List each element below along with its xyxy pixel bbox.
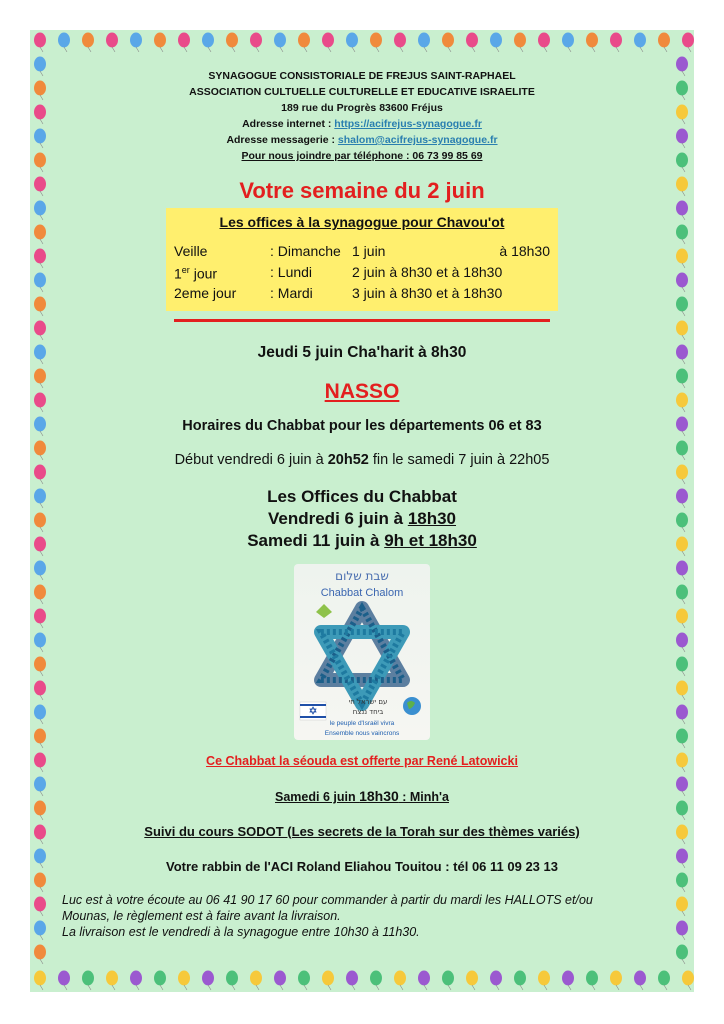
israel-flag-icon xyxy=(300,702,326,720)
mail-link[interactable]: shalom@acifrejus-synagogue.fr xyxy=(337,134,498,146)
hallots-line-2: Mounas, le règlement est à faire avant la livraison. xyxy=(62,908,341,923)
internet-link[interactable]: https://acifrejus-synagogue.fr xyxy=(334,118,482,130)
office-label: 2eme jour xyxy=(174,284,237,301)
office-date: 1 juin xyxy=(352,243,386,259)
hebrew-bottom-2: ביחד ננצח xyxy=(352,707,384,716)
debut-time: 20h52 xyxy=(327,451,369,468)
star-of-david-icon xyxy=(321,608,403,704)
chabbat-chalom-image xyxy=(294,564,430,740)
header-internet xyxy=(52,116,672,132)
office-row xyxy=(174,284,550,303)
office-date: 2 juin à 8h30 et à 18h30 xyxy=(352,263,503,280)
offices-chabbat-title: Les Offices du Chabbat xyxy=(267,486,457,506)
minha-time: 18h30 xyxy=(359,787,399,804)
seouda-line: Ce Chabbat la séouda est offerte par René Latowicki xyxy=(206,753,518,768)
offices-box xyxy=(166,208,558,311)
header-line-1: SYNAGOGUE CONSISTORIALE DE FREJUS SAINT-RAPHAEL xyxy=(208,70,516,82)
parasha-title: NASSO xyxy=(324,379,400,403)
office-day: : Mardi xyxy=(270,284,313,301)
friday-time: 18h30 xyxy=(407,508,457,528)
offices-title: Les offices à la synagogue pour Chavou'ot xyxy=(219,214,505,230)
header-mail xyxy=(52,132,672,148)
office-label: Veille xyxy=(174,243,208,259)
thursday-line: Jeudi 5 juin Cha'harit à 8h30 xyxy=(257,343,467,361)
offices-chabbat xyxy=(52,486,672,552)
week-title: Votre semaine du 2 juin xyxy=(239,178,485,203)
office-day: : Dimanche xyxy=(270,243,341,259)
red-divider xyxy=(174,319,550,322)
chabbat-times xyxy=(52,452,672,468)
header-block xyxy=(52,68,672,164)
office-time: à 18h30 xyxy=(499,243,550,259)
hallots-note xyxy=(62,892,678,940)
minha-part-1: Samedi 6 juin xyxy=(275,789,360,804)
image-caption: Chabbat Chalom xyxy=(320,586,404,599)
saturday-label: Samedi 11 juin à xyxy=(247,530,385,550)
offices-table xyxy=(174,242,550,303)
cours-line: Suivi du cours SODOT (Les secrets de la Torah sur des thèmes variés) xyxy=(144,823,580,839)
office-day: : Lundi xyxy=(270,263,313,280)
debut-part-2: fin le samedi 7 juin à 22h05 xyxy=(368,451,550,468)
leaf-icon xyxy=(316,604,332,618)
office-date: 3 juin à 8h30 et à 18h30 xyxy=(352,284,503,301)
hebrew-bottom-1: עם ישראל חי xyxy=(348,697,388,706)
header-address: 189 rue du Progrès 83600 Fréjus xyxy=(281,102,443,114)
rabbin-line: Votre rabbin de l'ACI Roland Eliahou Touitou : tél 06 11 09 23 13 xyxy=(166,858,558,874)
mail-label: Adresse messagerie : xyxy=(226,134,338,146)
header-phone: Pour nous joindre par téléphone : 06 73 99 85 69 xyxy=(241,150,483,162)
office-label-rest: jour xyxy=(189,265,218,282)
bulletin-content xyxy=(52,52,672,970)
chabbat-hours-title: Horaires du Chabbat pour les départements 06 et 83 xyxy=(182,417,542,434)
internet-label: Adresse internet : xyxy=(242,118,335,130)
office-row xyxy=(174,261,550,284)
minha-line xyxy=(52,788,672,804)
header-line-2: ASSOCIATION CULTUELLE CULTURELLE ET EDUCATIVE ISRAELITE xyxy=(189,86,535,98)
hebrew-top-text: שבת שלום xyxy=(335,568,389,583)
saturday-office xyxy=(52,530,672,552)
office-label-num: 1 xyxy=(174,265,182,282)
french-line-2: Ensemble nous vaincrons xyxy=(324,729,400,737)
office-label xyxy=(174,261,270,284)
friday-label: Vendredi 6 juin à xyxy=(267,508,408,528)
star-of-david-picture xyxy=(294,564,430,740)
debut-part-1: Début vendredi 6 juin à xyxy=(174,451,328,468)
office-row xyxy=(174,242,550,261)
friday-office xyxy=(52,508,672,530)
saturday-time: 9h et 18h30 xyxy=(384,530,477,550)
hallots-line-3: La livraison est le vendredi à la synagogue entre 10h30 à 11h30. xyxy=(62,924,420,939)
minha-part-2: : Minh'a xyxy=(398,789,449,804)
office-label-sup: er xyxy=(181,265,190,275)
hallots-line-1: Luc est à votre écoute au 06 41 90 17 60 pour commander à partir du mardi les HALLOTS et/ou xyxy=(62,892,593,907)
french-line-1: le peuple d'Israël vivra xyxy=(329,719,395,727)
